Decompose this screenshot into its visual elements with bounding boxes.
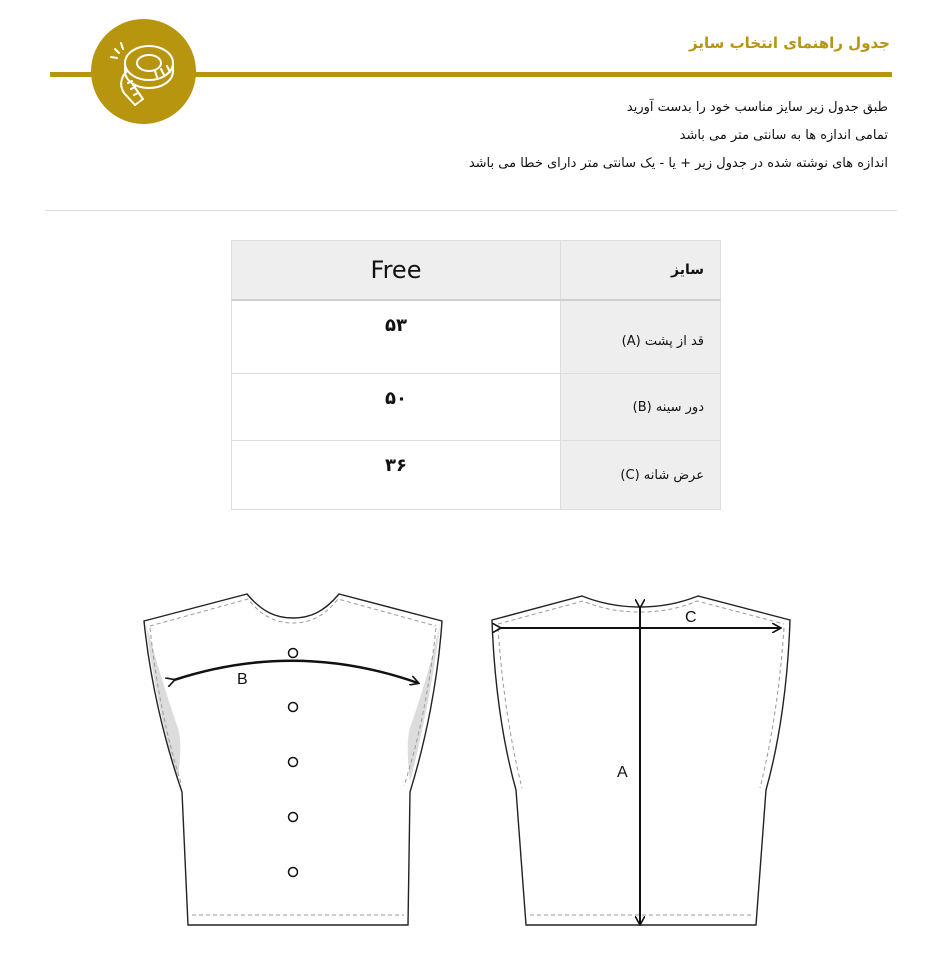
table-row [232,300,721,374]
intro-line: تمامی اندازه ها به سانتی متر می باشد [679,128,888,143]
measure-label-c: C [685,609,697,626]
size-table [231,240,721,510]
table-cell-label: دور سینه (B) [561,374,721,441]
garment-front-view [492,596,790,925]
intro-line: طبق جدول زیر سایز مناسب خود را بدست آورید [626,100,888,115]
button-dot [289,758,298,767]
section-divider [45,210,897,211]
measure-label-a: A [617,764,628,781]
tape-measure-icon [91,19,196,124]
button-dot [289,703,298,712]
table-row [232,441,721,510]
garment-back-view [144,594,442,925]
page-title: جدول راهنمای انتخاب سایز [689,34,890,52]
measure-label-b: B [237,671,248,688]
button-dot [289,868,298,877]
intro-text [469,94,888,178]
header-badge [91,19,196,124]
table-cell-label: قد از پشت (A) [561,300,721,374]
button-dot [289,649,298,658]
header-size-label: سایز [561,241,721,301]
intro-line: اندازه های نوشته شده در جدول زیر + یا - یک سانتی متر دارای خطا می باشد [468,156,888,171]
header-size-value: Free [232,241,561,301]
garment-diagram [0,540,942,940]
button-dot [289,813,298,822]
table-cell-value: ۵۰ [232,374,561,441]
table-row [232,374,721,441]
table-cell-value: ۵۳ [232,300,561,374]
table-cell-label: عرض شانه (C) [561,441,721,510]
table-header-row [232,241,721,301]
table-cell-value: ۳۶ [232,441,561,510]
